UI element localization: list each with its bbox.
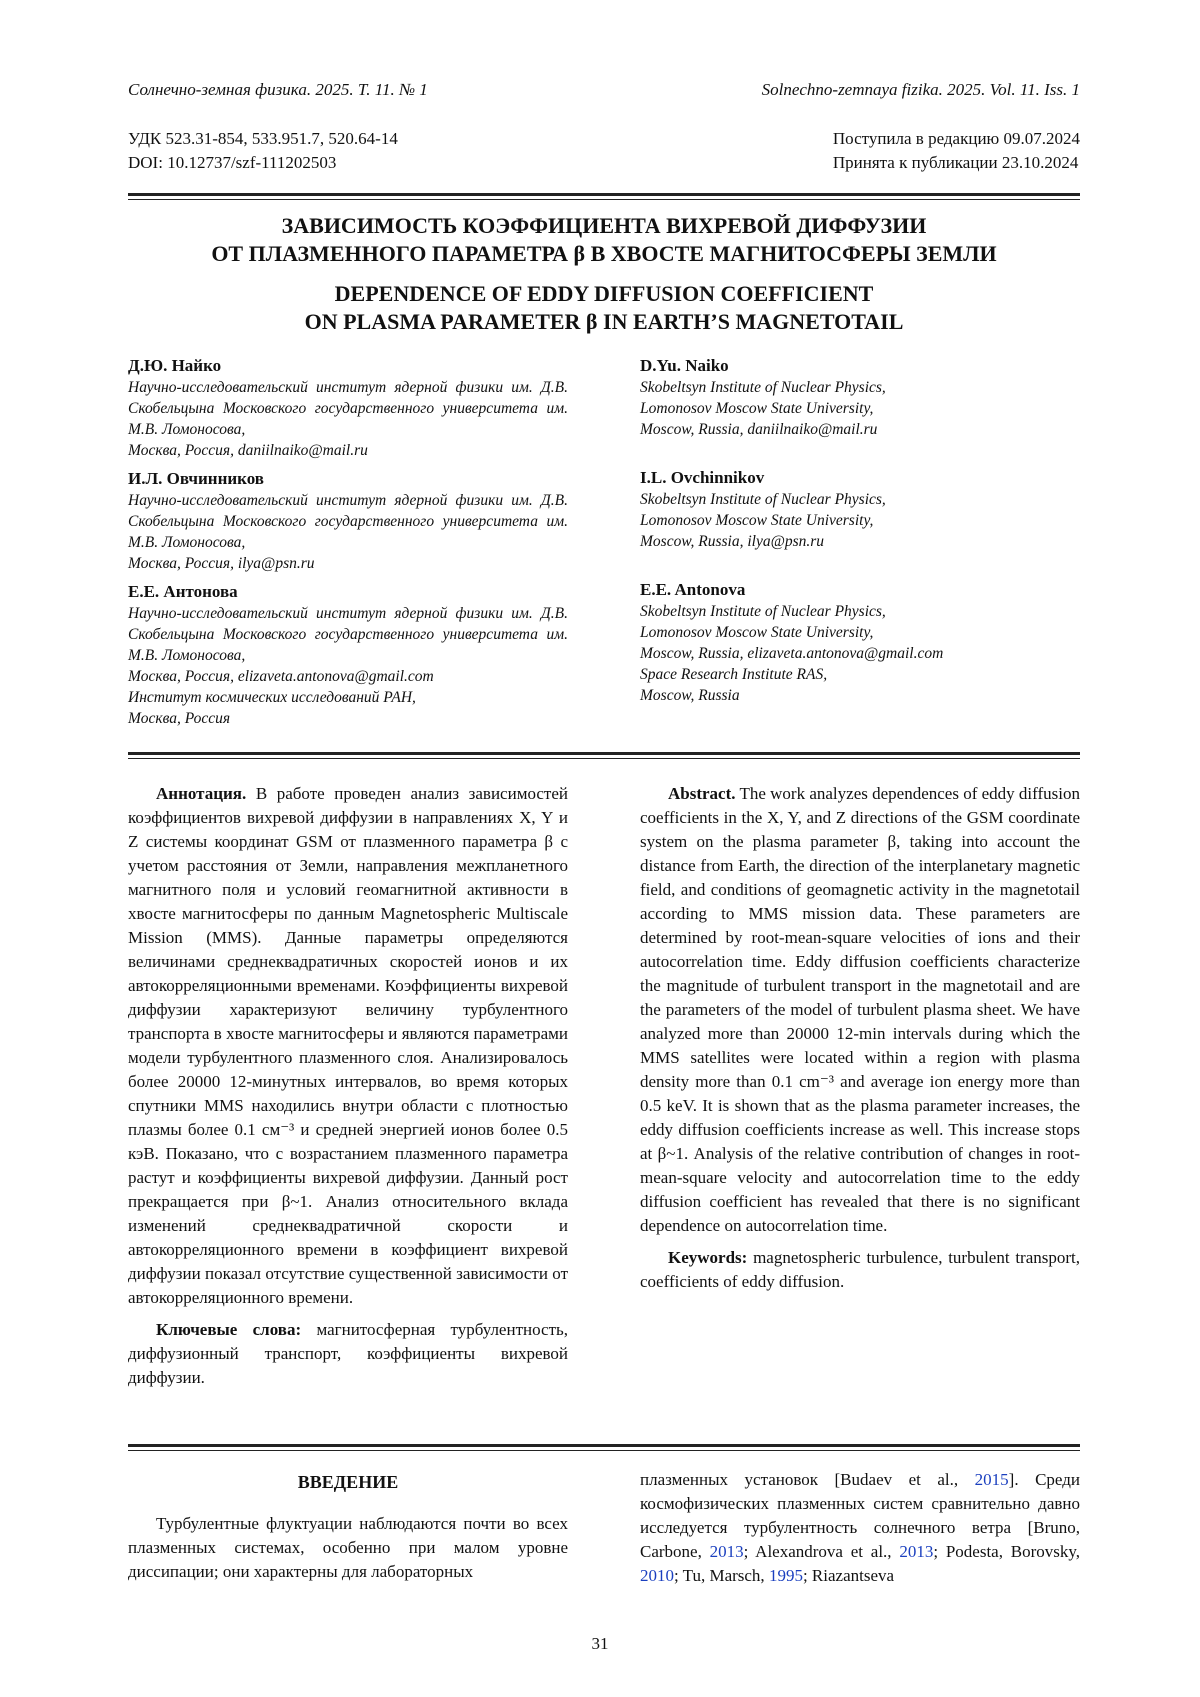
keywords-ru-label: Ключевые слова:	[156, 1320, 302, 1339]
title-en-line1: DEPENDENCE OF EDDY DIFFUSION COEFFICIENT	[334, 281, 874, 306]
accepted-date: Принята к публикации 23.10.2024	[832, 153, 1079, 172]
citation-link[interactable]: 2013	[709, 1542, 744, 1561]
author-ru-1	[128, 354, 568, 461]
citation-link[interactable]: 2013	[899, 1542, 934, 1561]
title-ru	[128, 212, 1080, 268]
title-en-line2: ON PLASMA PARAMETER β IN EARTH’S MAGNETOTAIL	[304, 309, 904, 334]
page-number: 31	[591, 1634, 609, 1653]
intro-left-column	[128, 1512, 568, 1584]
author-affiliation: Научно-исследовательский институт ядерной физики им. Д.В. Скобельцына Московского государственного университета им. М.В. Ломоносова, Москва, Россия, ilya@psn.ru	[128, 492, 568, 572]
author-name: Д.Ю. Найко	[128, 356, 222, 375]
title-ru-line1: ЗАВИСИМОСТЬ КОЭФФИЦИЕНТА ВИХРЕВОЙ ДИФФУЗИИ	[281, 213, 927, 238]
citation-link[interactable]: 2010	[640, 1566, 674, 1585]
citation-link[interactable]: 2015	[974, 1470, 1009, 1489]
received-date: Поступила в редакцию 09.07.2024	[832, 129, 1080, 148]
author-affiliation: Научно-исследовательский институт ядерной физики им. Д.В. Скобельцына Московского государственного университета им. М.В. Ломоносова, Москва, Россия, elizaveta.antonova@gmail.com Институт космических исследований РАН, Москва, Россия	[128, 605, 568, 727]
abstract-rule-thin	[128, 758, 1080, 759]
keywords-en-label: Keywords:	[668, 1248, 748, 1267]
intro-rule	[128, 1444, 1080, 1447]
author-ru-2	[128, 467, 568, 574]
running-header-ru: Солнечно-земная физика. 2025. Т. 11. № 1	[128, 80, 428, 99]
abstract-en-text: The work analyzes dependences of eddy diffusion coefficients in the X, Y, and Z directions of the GSM coordinate system on the plasma parameter β, taking into account the distance from Earth, the direction of the interplanetary magnetic field, and conditions of geomagnetic activity in the magnetotail according to MMS mission data. These parameters are determined by root-mean-square velocities of ions and their autocorrelation time. Eddy diffusion coefficients characterize the magnitude of turbulent transport in the magnetotail and are the parameters of the model of turbulent plasma sheet. We have analyzed more than 20000 12-min intervals during which the MMS satellites were located within a region with plasma density more than 0.1 cm⁻³ and average ion energy more than 0.5 keV. It is shown that as the plasma parameter increases, the eddy diffusion coefficients increase as well. This increase stops at β~1. Analysis of the relative contribution of changes in root-mean-square velocity and autocorrelation time to the eddy diffusion coefficient has revealed that there is no significant dependence on autocorrelation time.	[640, 784, 1080, 1235]
citation-link[interactable]: 1995	[768, 1566, 803, 1585]
abstract-ru-label: Аннотация.	[156, 784, 247, 803]
keywords-ru-text: магнитосферная турбулентность, диффузионный транспорт, коэффициенты вихревой диффузии.	[128, 1320, 569, 1387]
udc-code: УДК 523.31-854, 533.951.7, 520.64-14	[128, 129, 398, 148]
author-name: E.E. Antonova	[640, 580, 746, 599]
title-en	[128, 280, 1080, 336]
author-en-2	[640, 466, 886, 552]
top-rule-thin	[128, 199, 1080, 200]
author-ru-3	[128, 580, 568, 729]
title-ru-line2: ОТ ПЛАЗМЕННОГО ПАРАМЕТРА β В ХВОСТЕ МАГНИТОСФЕРЫ ЗЕМЛИ	[211, 241, 997, 266]
intro-right-column	[640, 1468, 1080, 1588]
author-name: I.L. Ovchinnikov	[640, 468, 765, 487]
article-meta	[128, 127, 398, 175]
doi: DOI: 10.12737/szf-111202503	[128, 153, 337, 172]
author-en-1	[640, 354, 886, 440]
abstract-rule	[128, 752, 1080, 755]
abstract-en	[640, 782, 1080, 1294]
author-name: D.Yu. Naiko	[640, 356, 729, 375]
intro-rule-thin	[128, 1450, 1080, 1451]
section-heading-intro: ВВЕДЕНИЕ	[297, 1472, 399, 1492]
keywords-en-text: magnetospheric turbulence, turbulent transport, coefficients of eddy diffusion.	[640, 1248, 1080, 1291]
article-dates	[833, 127, 1080, 175]
abstract-en-label: Abstract.	[668, 784, 736, 803]
author-name: И.Л. Овчинников	[128, 469, 264, 488]
author-affiliation: Skobeltsyn Institute of Nuclear Physics, Lomonosov Moscow State University, Moscow, Russia, daniilnaiko@mail.ru	[640, 379, 886, 438]
top-rule	[128, 193, 1080, 196]
author-affiliation: Skobeltsyn Institute of Nuclear Physics, Lomonosov Moscow State University, Moscow, Russia, ilya@psn.ru	[640, 491, 886, 550]
intro-paragraph-cont: плазменных установок [Budaev et al., 2015]. Среди космофизических плазменных систем сравнительно давно исследуется турбулентность солнечного ветра [Bruno, Carbone, 2013; Alexandrova et al., 2013; Podesta, Borovsky, 2010; Tu, Marsch, 1995; Riazantseva	[640, 1470, 1081, 1585]
abstract-ru-text: В работе проведен анализ зависимостей коэффициентов вихревой диффузии в направлениях X, Y и Z системы координат GSM от плазменного параметра β с учетом расстояния от Земли, направления межпланетного магнитного поля и условий геомагнитной активности в хвосте магнитосферы по данным Magnetospheric Multiscale Mission (MMS). Данные параметры определяются величинами среднеквадратичных скоростей ионов и их автокорреляционными временами. Коэффициенты вихревой диффузии характеризуют величину турбулентного транспорта в хвосте магнитосферы и являются параметрами модели турбулентного плазменного слоя. Анализировалось более 20000 12-минутных интервалов, во время которых спутники MMS находились внутри области с плотностью плазмы более 0.1 см⁻³ и средней энергией ионов более 0.5 кэВ. Показано, что с возрастанием плазменного параметра растут и коэффициенты вихревой диффузии. Данный рост прекращается при β~1. Анализ относительного вклада изменений среднеквадратичной скорости и автокорреляционного времени в коэффициент вихревой диффузии показал отсутствие существенной зависимости от автокорреляционного времени.	[128, 784, 568, 1307]
intro-paragraph: Турбулентные флуктуации наблюдаются почти во всех плазменных системах, особенно при малом уровне диссипации; они характерны для лабораторных	[128, 1514, 568, 1581]
running-header-en: Solnechno-zemnaya fizika. 2025. Vol. 11. Iss. 1	[761, 80, 1080, 99]
author-affiliation: Skobeltsyn Institute of Nuclear Physics, Lomonosov Moscow State University, Moscow, Russia, elizaveta.antonova@gmail.com Space Research Institute RAS, Moscow, Russia	[640, 603, 944, 704]
author-en-3	[640, 578, 943, 706]
author-name: Е.Е. Антонова	[128, 582, 238, 601]
author-affiliation: Научно-исследовательский институт ядерной физики им. Д.В. Скобельцына Московского государственного университета им. М.В. Ломоносова, Москва, Россия, daniilnaiko@mail.ru	[128, 379, 568, 459]
abstract-ru	[128, 782, 568, 1390]
